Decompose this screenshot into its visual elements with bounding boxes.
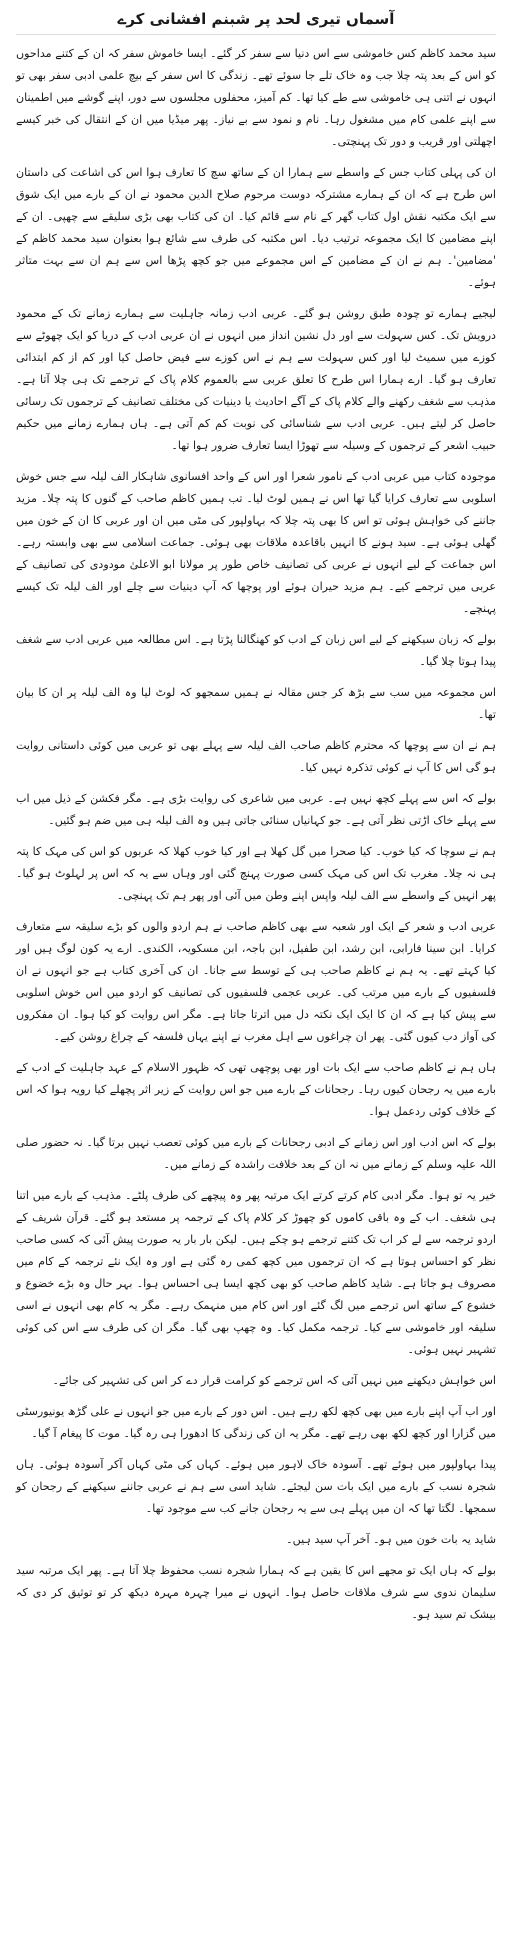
article-page (8, 0, 504, 1941)
paragraph: شاید یہ بات خون میں ہو۔ آخر آپ سید ہیں۔ (286, 1533, 496, 1546)
paragraph: موجودہ کتاب میں عربی ادب کے نامور شعرا اور اس کے واحد افسانوی شاہکار الف لیلہ سے جس خوش اسلوبی سے تعارف کرایا گیا تھا اس نے ہمیں لوٹ لیا۔ تب ہمیں کاظم صاحب کے گنوں کا پتہ چلا۔ مزید جاننے کی خواہش ہوئی تو اس کا بھی پتہ چلا کہ بہاولپور کی مٹی میں ان اور عربی کا ان کے خون میں گھلی ہوئی ہے۔ سید ہونے کا انہیں باقاعدہ ملاقات بھی ہوئی۔ جماعت اسلامی سے بھی وابستہ رہے۔ اس جماعت کے لیے انہوں نے عربی کی تصانیف خاص طور پر مولانا ابو الاعلیٰ مودودی کی تصانیف کے عربی میں ترجمے کیے۔ ہم مزید حیران ہوئے اور پوچھا کہ آپ دینیات سے چلے اور الف لیلہ تک کیسے پہنچے۔ (16, 470, 496, 615)
paragraph: اس خواہش دیکھنے میں نہیں آئی کہ اس ترجمے کو کرامت قرار دے کر اس کی تشہیر کی جائے۔ (52, 1374, 496, 1387)
paragraph: ہاں ہم نے کاظم صاحب سے ایک بات اور بھی پوچھی تھی کہ ظہور الاسلام کے عہد جاہلیت کے ادب کے بارے میں یہ رجحان کیوں رہا۔ رجحانات کے بارے میں جو اس روایت کے زیر اثر پچھلے کیا رویہ ہوا کہ اس کے خلاف کوئی ردعمل ہوا۔ (16, 1061, 496, 1118)
paragraph: پیدا بہاولپور میں ہوئے تھے۔ آسودہ خاک لاہور میں ہوئے۔ کہاں کی مٹی کہاں آکر آسودہ ہوئی۔ ہاں شجرہ نسب کے بارے میں ایک بات سن لیجئے۔ شاید اسی سے ہم نے عربی جاننے سیکھنے کے رجحان کو سمجھا۔ لگتا تھا کہ ان میں پہلے ہی سے یہ رجحان جانے کب سے موجود تھا۔ (16, 1458, 496, 1515)
paragraph: عربی ادب و شعر کے ایک اور شعبہ سے بھی کاظم صاحب نے ہم اردو والوں کو بڑے سلیقہ سے متعارف کرایا۔ ابن سینا فارابی، ابن رشد، ابن طفیل، ابن باجہ، ابن مسکویہ، الکندی۔ ارے یہ کون لوگ ہیں اور کیا کہتے تھے۔ یہ ہم نے کاظم صاحب ہی کے توسط سے جانا۔ ان کی آخری کتاب ہے جو انہوں نے ان فلسفیوں کے بارے میں مرتب کی۔ عربی عجمی فلسفیوں کی تصانیف کو اردو میں اس خوش اسلوبی سے پیش کیا ہے کہ ان کا ایک ایک نکتہ دل میں اترتا جاتا ہے۔ مگر اس روایت کو کیا ہوا۔ ان مفکروں کی آواز دب کیوں گئی۔ پھر ان چراغوں سے اہل مغرب نے اپنے یہاں فلسفہ کے چراغ روشن کیے۔ (16, 920, 496, 1043)
article-title: آسماں تیری لحد پر شبنم افشانی کرے (16, 10, 496, 35)
paragraph: بولے کہ ہاں ایک تو مجھے اس کا یقین ہے کہ ہمارا شجرہ نسب محفوظ چلا آتا ہے۔ پھر ایک مرتبہ سید سلیمان ندوی سے شرف ملاقات حاصل ہوا۔ انہوں نے میرا چہرہ مہرہ دیکھ کر تو توثیق کر دی کہ بیشک تم سید ہو۔ (16, 1564, 496, 1621)
article-body (16, 43, 496, 1626)
paragraph: خیر یہ تو ہوا۔ مگر ادبی کام کرتے کرتے ایک مرتبہ پھر وہ پیچھے کی طرف پلٹے۔ مذہب کے بارے میں اتنا ہی شغف۔ اب کے وہ باقی کاموں کو چھوڑ کر کلام پاک کے ترجمہ پر مستعد ہو گئے۔ قرآن شریف کے اردو ترجمہ سے لے کر اب تک کتنے ترجمے ہو چکے ہیں۔ لیکن بار بار یہ صورت پیش آئی کہ کسی صاحب نظر کو احساس ہوتا ہے کہ ان ترجموں میں کچھ کمی رہ گئی ہے اور وہ ایک نئے ترجمہ کے کام میں مصروف ہو جاتا ہے۔ شاید کاظم صاحب کو بھی کچھ ایسا ہی احساس ہوا۔ بہر حال وہ بڑے خضوع و خشوع کے ساتھ اس ترجمے میں لگ گئے اور اس کام میں منہمک رہے۔ مگر یہ کام بھی انہوں نے اسی سلیقہ اور خاموشی سے کیا۔ ترجمہ مکمل کیا۔ وہ چھپ بھی گیا۔ مگر ان کی طرف سے اس کی کوئی تشہیر نہیں ہوئی۔ (16, 1189, 496, 1356)
paragraph: لیجیے ہمارے تو چودہ طبق روشن ہو گئے۔ عربی ادب زمانہ جاہلیت سے ہمارے زمانے تک کے محمود درویش تک۔ کس سہولت سے اور دل نشین انداز میں انہوں نے ان عربی ادب کے دریا کو ایک چھوٹے سے کوزے میں سمیٹ لیا اور کس سہولت سے ہم نے اس کوزے سے فیض حاصل کیا اور کم از کم ابتدائی تعارف ہو گیا۔ ارے ہمارا اس طرح کا تعلق عربی سے بالعموم کلام پاک کے ترجمے تک ہی چلا آتا ہے۔ مذہب سے شغف رکھنے والے کلام پاک کے آگے احادیث یا دینیات کی مختلف تصانیف کے ترجموں تک رسائی حاصل کر لیتے ہیں۔ عربی ادب سے شناسائی کی نوبت کم کم آتی ہے۔ ہاں ہمارے زمانے میں حکیم حبیب اشعر کے ترجموں کے وسیلہ سے تھوڑا ایسا تعارف ضرور ہوا تھا۔ (16, 307, 496, 452)
paragraph: بولے کہ اس سے پہلے کچھ نہیں ہے۔ عربی میں شاعری کی روایت بڑی ہے۔ مگر فکشن کے ذیل میں اب سے پہلے خاک اڑتی نظر آتی ہے۔ جو کہانیاں سنائی جاتی ہیں وہ الف لیلہ ہی میں ضم ہو گئیں۔ (16, 792, 496, 827)
paragraph: ہم نے سوچا کہ کیا خوب۔ کیا صحرا میں گل کھلا ہے اور کیا خوب کھلا کہ عربوں کو اس کی مہک کا پتہ ہی نہ چلا۔ مغرب تک اس کی مہک کسی صورت پہنچ گئی اور وہاں سے یہ کہ اس پر لہلوٹ ہو گیا۔ پھر انہیں کے واسطے سے الف لیلہ واپس اپنے وطن میں آئی اور پھر ہم تک پہنچی۔ (16, 845, 496, 902)
paragraph: ان کی پہلی کتاب جس کے واسطے سے ہمارا ان کے ساتھ سچ کا تعارف ہوا اس کی اشاعت کی داستان اس طرح ہے کہ ان کے ہمارے مشترکہ دوست مرحوم صلاح الدین محمود نے ان کے بارے میں ایک شوق سے ایک مکتبہ نقش اول کتاب گھر کے نام سے قائم کیا۔ ان کی کتاب بھی بڑی سلیقے سے چھپی۔ ان کے اپنے مضامین کا ایک مجموعہ ترتیب دیا۔ اس مکتبہ کی طرف سے شائع ہوا بعنوان سید محمد کاظم کے 'مضامین'۔ ہم نے ان کے مضامین کے اس مجموعے میں جو کچھ پڑھا اس سے ہم ان سے بہت متاثر ہوئے۔ (16, 166, 496, 289)
paragraph: بولے کہ زبان سیکھنے کے لیے اس زبان کے ادب کو کھنگالنا پڑتا ہے۔ اس مطالعہ میں عربی ادب سے شغف پیدا ہوتا چلا گیا۔ (16, 633, 496, 668)
paragraph: اور اب آپ اپنے بارے میں بھی کچھ لکھ رہے ہیں۔ اس دور کے بارے میں جو انہوں نے علی گڑھ یونیورسٹی میں گزارا اور کچھ لکھ بھی رہے تھے۔ مگر یہ ان کی زندگی کا ادھورا ہی رہ گیا۔ موت کا پیغام آ گیا۔ (16, 1405, 496, 1440)
paragraph: ہم نے ان سے پوچھا کہ محترم کاظم صاحب الف لیلہ سے پہلے بھی تو عربی میں کوئی داستانی روایت ہو گی اس کا آپ نے کوئی تذکرہ نہیں کیا۔ (16, 739, 496, 774)
paragraph: بولے کہ اس ادب اور اس زمانے کے ادبی رجحانات کے بارے میں کوئی تعصب نہیں برتا گیا۔ نہ حضور صلی اللہ علیہ وسلم کے زمانے میں نہ ان کے بعد خلافت راشدہ کے زمانے میں۔ (16, 1136, 496, 1171)
paragraph: اس مجموعہ میں سب سے بڑھ کر جس مقالہ نے ہمیں سمجھو کہ لوٹ لیا وہ الف لیلہ پر ان کا بیان تھا۔ (16, 686, 496, 721)
paragraph: سید محمد کاظم کس خاموشی سے اس دنیا سے سفر کر گئے۔ ایسا خاموش سفر کہ ان کے کتنے مداحوں کو اس کے بعد پتہ چلا جب وہ خاک تلے جا سوئے تھے۔ زندگی کا اس سفر کے بیچ علمی ادبی سفر بھی تو انہوں نے اتنی ہی خاموشی سے طے کیا تھا۔ کم آمیز، محفلوں مجلسوں سے دور، اپنے گوشے میں اطمینان سے اپنے علمی کام میں مشغول رہا۔ نام و نمود سے بے نیاز۔ پھر میڈیا میں ان کے انتقال کی خبر کیسے اچھلتی اور قریب و دور تک پہنچتی۔ (16, 47, 496, 148)
